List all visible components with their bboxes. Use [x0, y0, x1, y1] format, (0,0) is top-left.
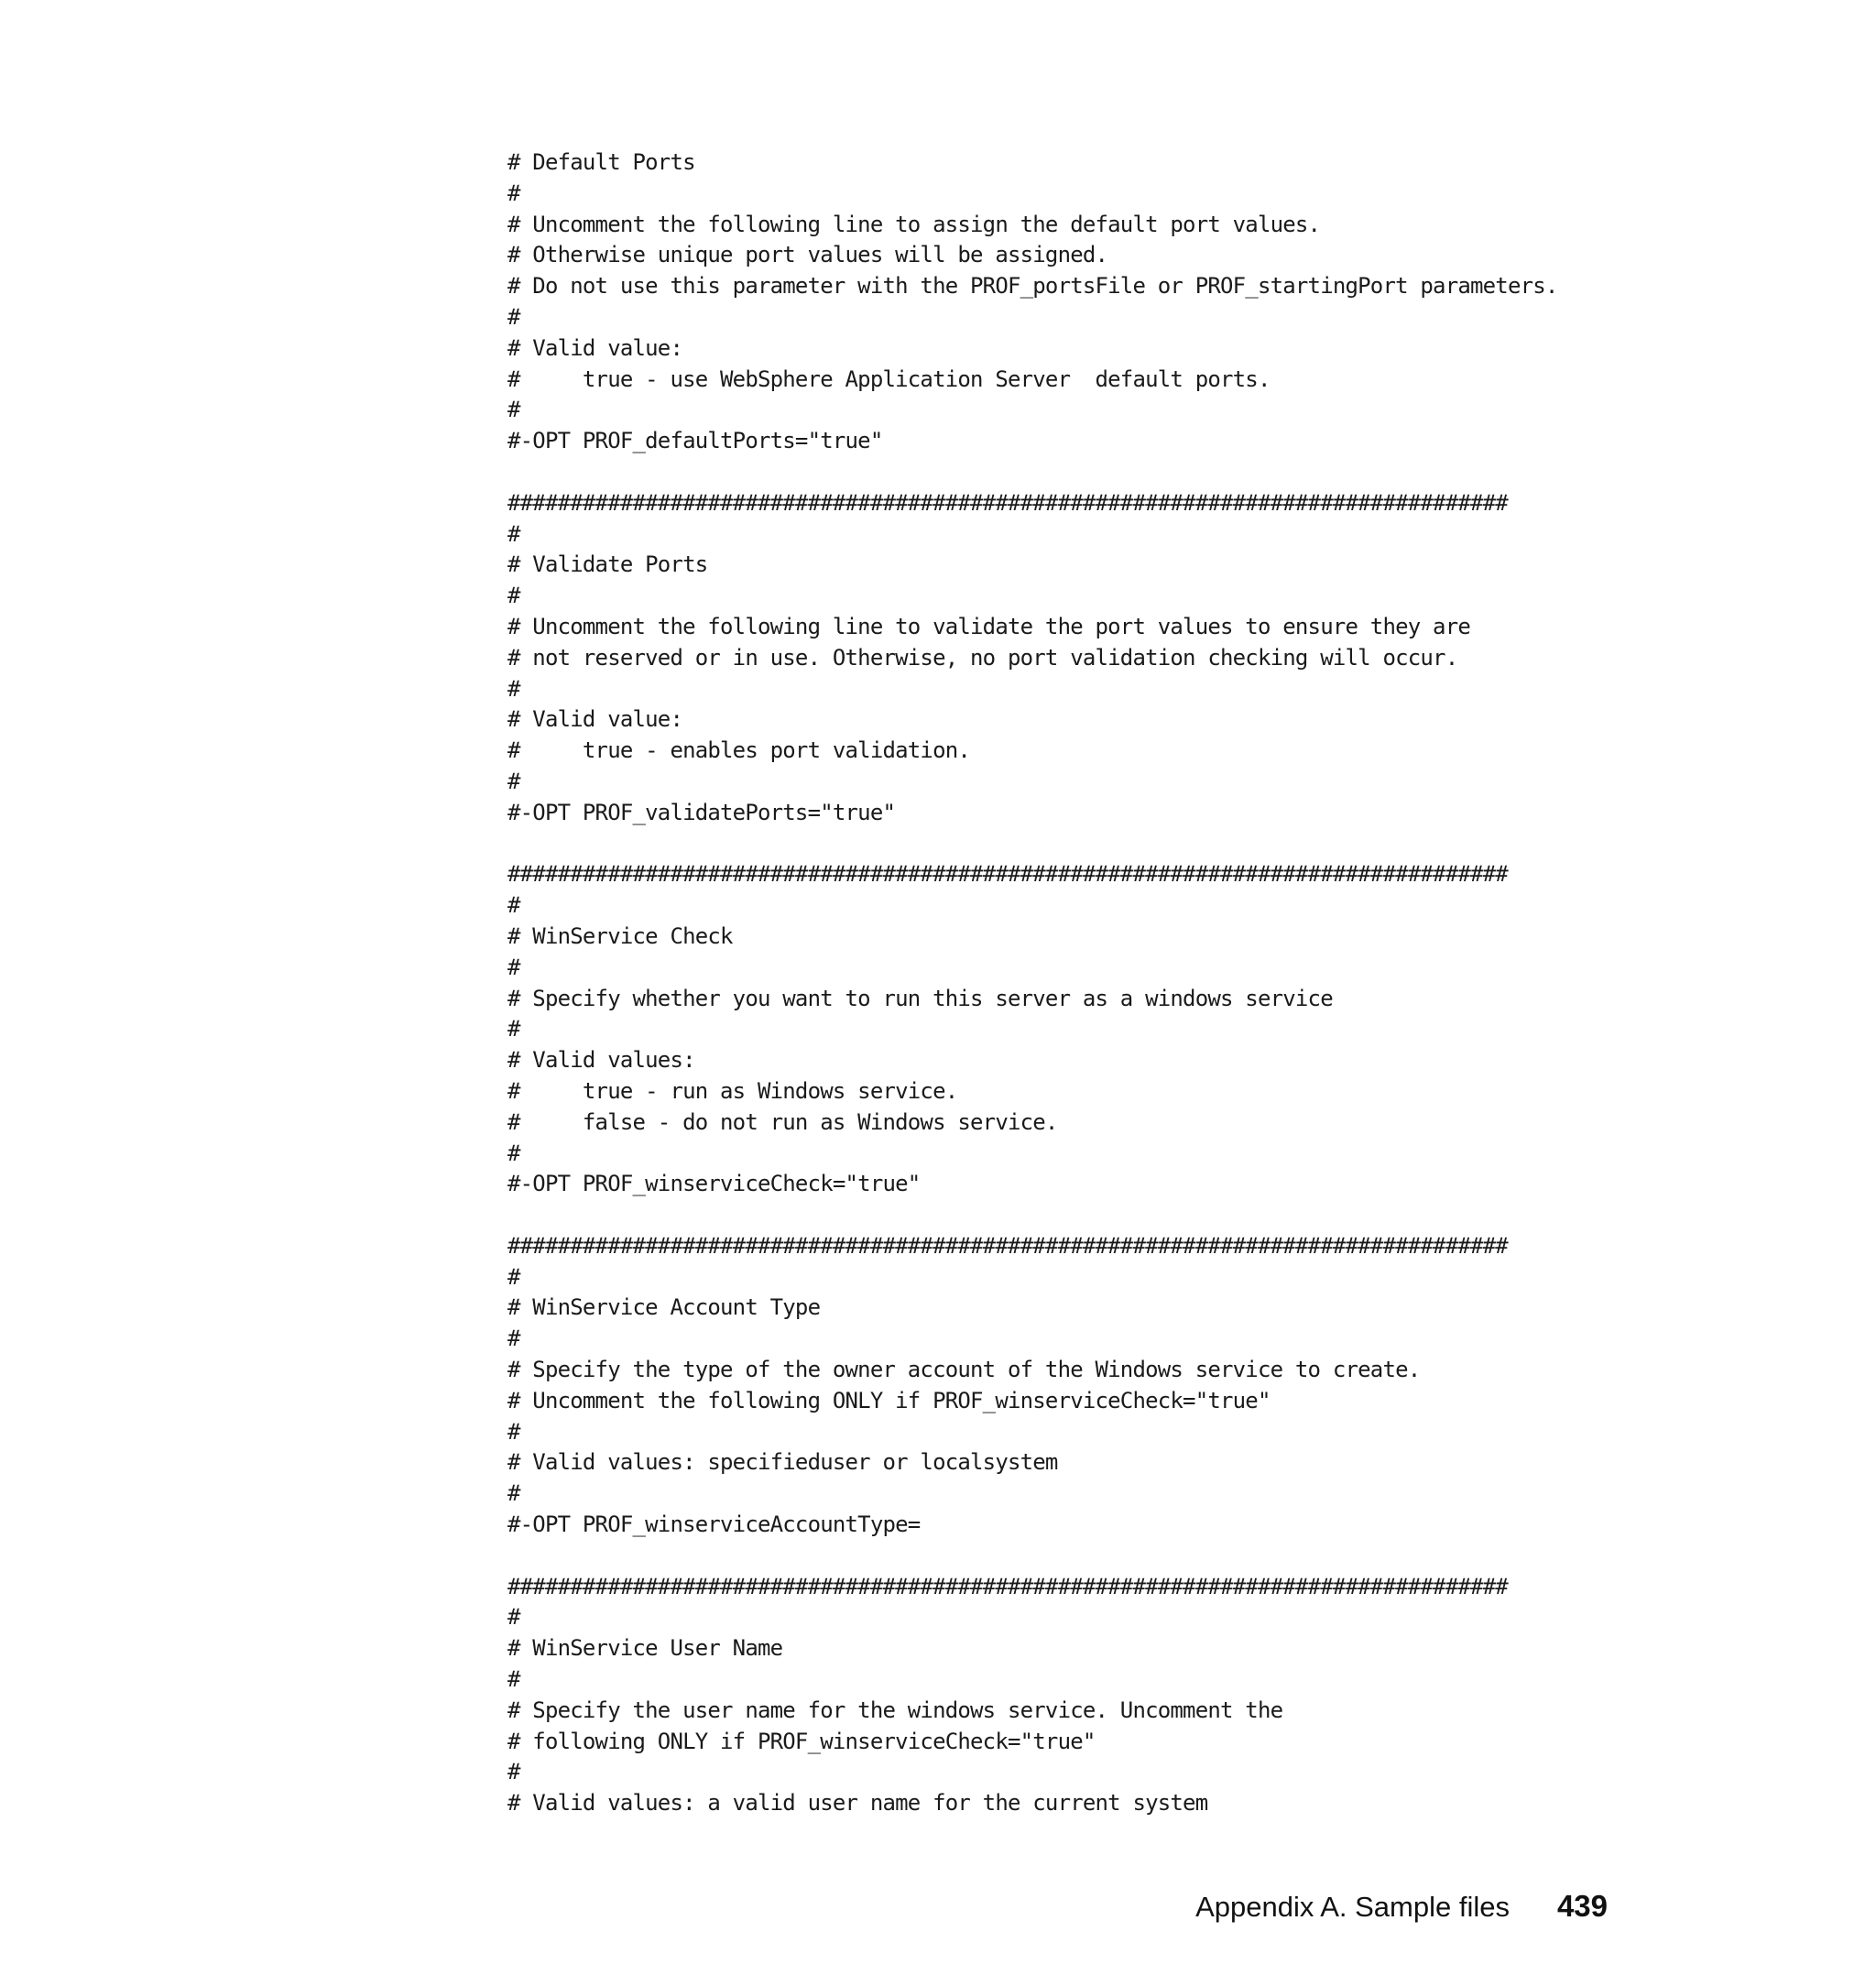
code-line: #-OPT PROF_winserviceAccountType=: [507, 1511, 921, 1538]
code-line: #-OPT PROF_defaultPorts="true": [507, 428, 883, 454]
code-line: #: [507, 1604, 520, 1631]
code-line: # true - enables port validation.: [507, 737, 971, 764]
code-line: # Valid values:: [507, 1047, 695, 1074]
code-line: #-OPT PROF_validatePorts="true": [507, 799, 896, 825]
code-line: # Otherwise unique port values will be assigned.: [507, 242, 1108, 268]
code-line: #: [507, 675, 520, 702]
code-line: # Do not use this parameter with the PROF_portsFile or PROF_startingPort parameters.: [507, 273, 1558, 300]
code-line: #-OPT PROF_winserviceCheck="true": [507, 1171, 921, 1197]
code-line: [507, 1541, 1558, 1572]
code-line: #: [507, 303, 520, 330]
code-line: [507, 457, 1558, 488]
code-line: #: [507, 1666, 520, 1693]
page-footer: [0, 1889, 1876, 1935]
code-line: #: [507, 954, 520, 980]
code-line: ################################################################################: [507, 861, 1508, 888]
code-line: # Validate Ports: [507, 551, 708, 578]
code-line: #: [507, 1140, 520, 1166]
page-number: 439: [1556, 1889, 1608, 1923]
code-line: # Valid values: specifieduser or localsystem: [507, 1449, 1058, 1476]
code-line: # Valid value:: [507, 334, 683, 361]
code-line: # Default Ports: [507, 149, 695, 175]
code-line: #: [507, 583, 520, 609]
code-line: #: [507, 768, 520, 794]
code-line: # following ONLY if PROF_winserviceCheck="true": [507, 1728, 1096, 1754]
code-line: #: [507, 397, 520, 423]
code-line: # Uncomment the following ONLY if PROF_winserviceCheck="true": [507, 1387, 1271, 1413]
code-line: #: [507, 1016, 520, 1042]
code-line: #: [507, 180, 520, 206]
code-line: # Specify the user name for the windows service. Uncomment the: [507, 1697, 1283, 1723]
code-line: [507, 1200, 1558, 1231]
code-line: #: [507, 892, 520, 919]
code-line: #: [507, 1759, 520, 1785]
code-line: # Uncomment the following line to validate the port values to ensure they are: [507, 613, 1470, 639]
code-line: # WinService Account Type: [507, 1294, 821, 1321]
code-line: # true - run as Windows service.: [507, 1077, 958, 1104]
code-line: # false - do not run as Windows service.: [507, 1108, 1058, 1135]
code-line: # not reserved or in use. Otherwise, no port validation checking will occur.: [507, 644, 1458, 671]
code-line: # Specify whether you want to run this server as a windows service: [507, 985, 1333, 1011]
footer-section-title: Appendix A. Sample files: [1195, 1891, 1510, 1923]
code-line: # WinService Check: [507, 922, 733, 949]
code-line: #: [507, 1480, 520, 1507]
code-line: #: [507, 520, 520, 547]
code-line: ################################################################################: [507, 1573, 1508, 1599]
code-line: # Specify the type of the owner account of the Windows service to create.: [507, 1357, 1421, 1383]
code-line: #: [507, 1326, 520, 1352]
code-line: ################################################################################: [507, 1232, 1508, 1259]
code-line: # Valid values: a valid user name for the current system: [507, 1790, 1208, 1817]
code-line: # Valid value:: [507, 706, 683, 733]
code-line: # WinService User Name: [507, 1635, 783, 1662]
code-line: #: [507, 1418, 520, 1445]
code-line: ################################################################################: [507, 489, 1508, 516]
code-line: [507, 829, 1558, 860]
code-line: # Uncomment the following line to assign the default port values.: [507, 211, 1321, 237]
code-line: # true - use WebSphere Application Server default ports.: [507, 366, 1271, 392]
code-line: #: [507, 1263, 520, 1290]
sample-response-file-listing: [507, 147, 1558, 1819]
